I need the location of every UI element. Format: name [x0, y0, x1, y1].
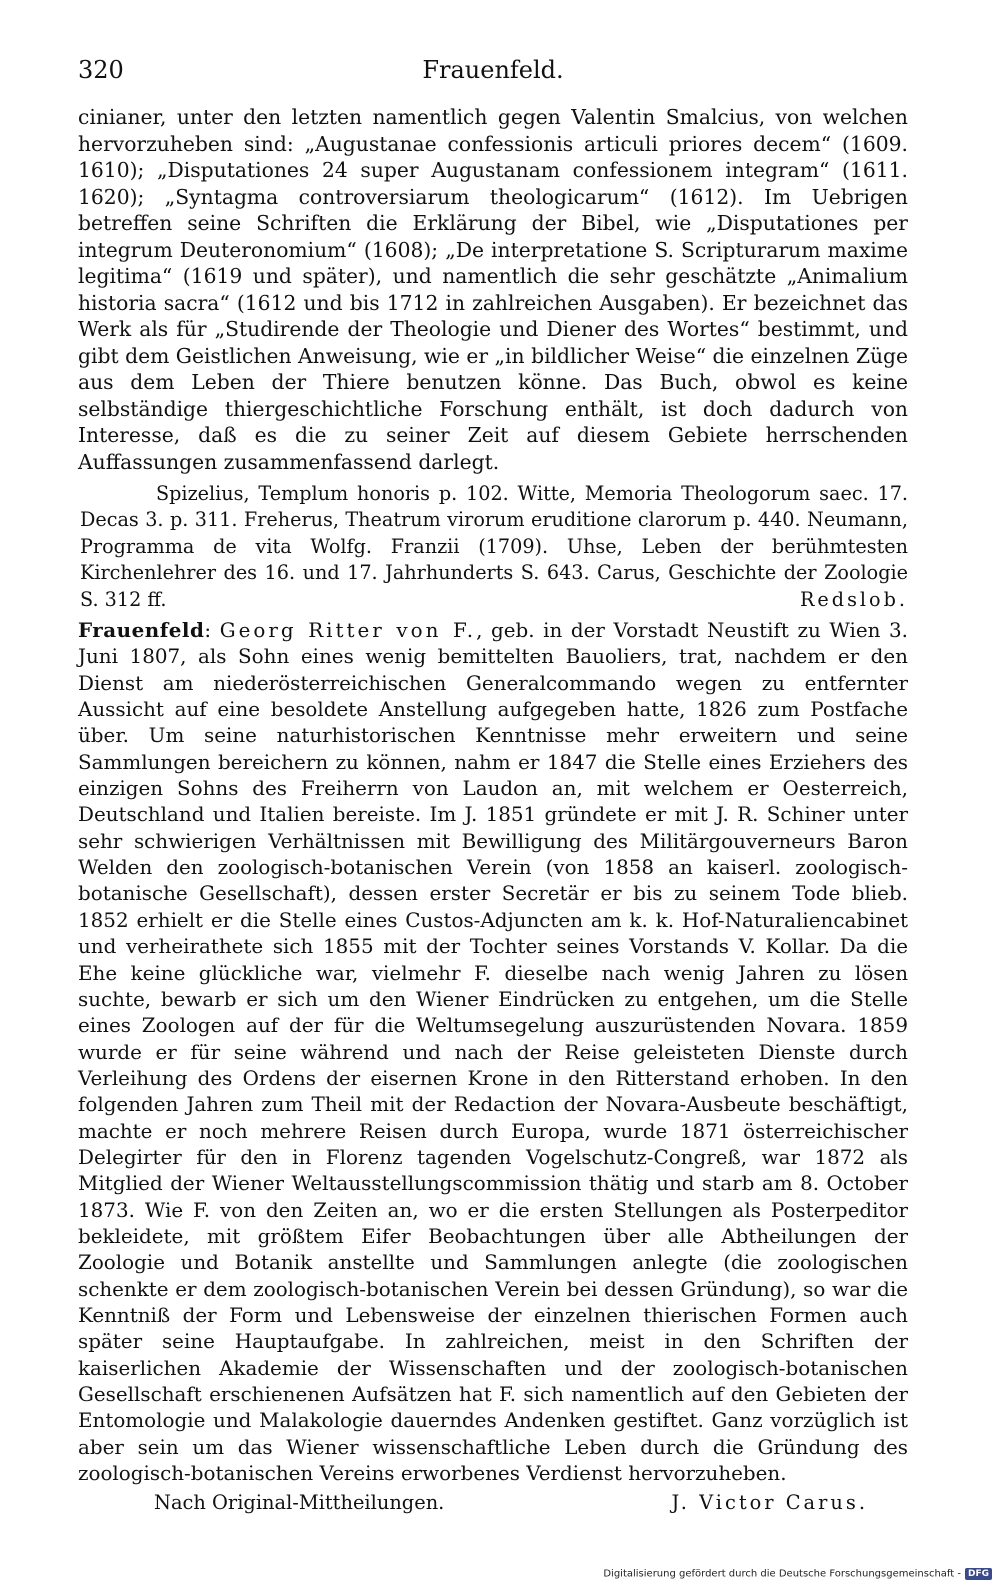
entry-text: , geb. in der Vorstadt Neustift zu Wien 3. Juni 1807, als Sohn eines wenig bemittelten Bauoliers, trat, nachdem er den Dienst am niederösterreichischen Generalcommando wegen zu entfernter Aussicht auf eine besoldete Anstellung aufgegeben hatte, 1826 zum Postfache über. Um seine naturhistorischen Kenntnisse mehr erweitern und seine Sammlungen bereichern zu können, nahm er 1847 die Stelle eines Erziehers des einzigen Sohns des Freiherrn von Laudon an, mit welchem er Oesterreich, Deutschland und Italien bereiste. Im J. 1851 gründete er mit J. R. Schiner unter sehr schwierigen Verhältnissen mit Bewilligung des Militärgouverneurs Baron Welden den zoologisch-botanischen Verein (von 1858 an kaiserl. zoologisch-botanische Gesellschaft), dessen erster Secretär er bis zu seinem Tode blieb. 1852 erhielt er die Stelle eines Custos-Adjuncten am k. k. Hof-Naturaliencabinet und verheirathete sich 1855 mit der Tochter seines Vorstands V. Kollar. Da die Ehe keine glückliche war, vielmehr F. dieselbe nach wenig Jahren zu lösen suchte, bewarb er sich um den Wiener Eindrücken zu entgehen, um die Stelle eines Zoologen auf der für die Weltumsegelung auszurüstenden Novara. 1859 wurde er für seine während und nach der Reise geleisteten Dienste durch Verleihung des Ordens der eisernen Krone in den Ritterstand erhoben. In den folgenden Jahren zum Theil mit der Redaction der Novara-Ausbeute beschäftigt, machte er noch mehrere Reisen durch Europa, wurde 1871 österreichischer Delegirter für den in Florenz tagenden Vogelschutz-Congreß, war 1872 als Mitglied der Wiener Weltausstellungscommission thätig und starb am 8. October 1873. Wie F. von den Zeiten an, wo er die ersten Stellungen als Posterpeditor bekleidete, mit größtem Eifer Beobachtungen über alle Abtheilungen der Zoologie und Botanik anstellte und Sammlungen anlegte (die zoologischen schenkte er dem zoologisch-botanischen Verein bei dessen Gründung), so war die Kenntniß der Form und Lebensweise der einzelnen thierischen Formen auch später seine Hauptaufgabe. In zahlreichen, meist in den Schriften der kaiserlichen Akademie der Wissenschaften und der zoologisch-botanischen Gesellschaft erschienenen Aufsätzen hat F. sich namentlich auf den Gebieten der Entomologie und Malakologie dauerndes Andenken gestiftet. Ganz vorzüglich ist aber sein um das Wiener wissenschaftliche Leben durch die Gründung des zoologisch-botanischen Vereins erworbenes Verdienst hervorzuheben.	[78, 619, 908, 1486]
dfg-logo-icon: DFG	[965, 1568, 992, 1580]
source-line	[78, 1489, 908, 1517]
entry-name: Georg Ritter von F.	[219, 619, 477, 643]
references-text: Spizelius, Templum honoris p. 102. Witte, Memoria Theologorum saec. 17. Decas 3. p. 311. Freherus, Theatrum virorum eruditione clarorum p. 440. Neumann, Programma de vita Wolfg. Franzii (1709). Uhse, Leben der berühmtesten Kirchenlehrer des 16. und 17. Jahrhunderts S. 643. Carus, Geschichte der Zoologie S. 312 ff.	[80, 482, 908, 611]
source-author: J. Victor Carus.	[671, 1491, 868, 1515]
source-text: Nach Original-Mittheilungen.	[154, 1491, 445, 1515]
entry-colon: :	[204, 619, 212, 643]
entry-paragraph	[78, 617, 908, 1487]
references-paragraph	[78, 481, 908, 613]
entry-headword: Frauenfeld	[78, 618, 205, 643]
footer	[603, 1568, 992, 1586]
references-author: Redslob.	[799, 587, 908, 611]
continued-paragraph: cinianer, unter den letzten namentlich gegen Valentin Smalcius, von welchen hervorzuheben sind: „Augustanae confessionis articuli priores decem“ (1609. 1610); „Disputationes 24 super Augustanam confessionem integram“ (1611. 1620); „Syntagma controversiarum theologicarum“ (1612). Im Uebrigen betreffen seine Schriften die Erklärung der Bibel, wie „Disputationes per integrum Deuteronomium“ (1608); „De interpretatione S. Scripturarum maxime legitima“ (1619 und später), und namentlich die sehr geschätzte „Animalium historia sacra“ (1612 und bis 1712 in zahlreichen Ausgaben). Er bezeichnet das Werk als für „Studirende der Theologie und Diener des Wortes“ bestimmt, und gibt dem Geistlichen Anweisung, wie er „in bildlicher Weise“ die einzelnen Züge aus dem Leben der Thiere benutzen könne. Das Buch, obwol es keine selbständige thiergeschichtliche Forschung enthält, ist doch dadurch von Interesse, daß es die zu seiner Zeit auf diesem Gebiete herrschenden Auffassungen zusammenfassend darlegt.	[78, 105, 908, 474]
running-title: Frauenfeld.	[422, 56, 564, 84]
footer-text: Digitalisierung gefördert durch die Deutsche Forschungsgemeinschaft -	[603, 1568, 961, 1580]
body-text	[78, 104, 908, 1517]
page-number: 320	[78, 56, 124, 84]
running-head	[78, 56, 908, 90]
